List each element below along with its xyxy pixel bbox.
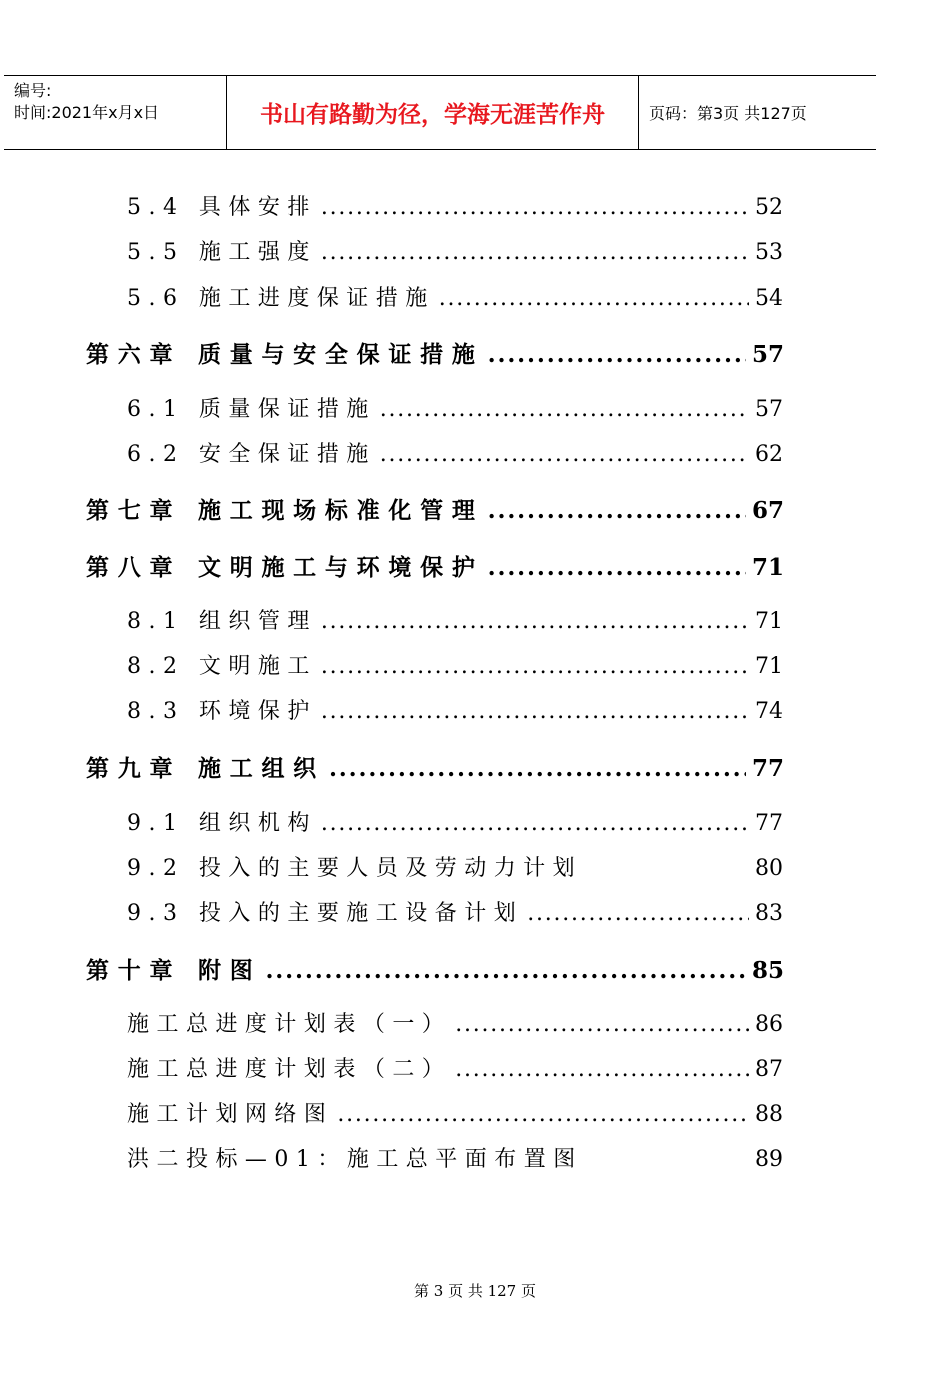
toc-entry-label: 第八章 文明施工与环境保护 — [86, 554, 484, 581]
toc-page-number: 53 — [755, 240, 783, 265]
toc-entry-label: 5.5 施工强度 — [127, 240, 317, 265]
toc-dot-leader — [488, 554, 746, 581]
toc-page-number: 57 — [755, 397, 783, 422]
toc-entry-label: 8.2 文明施工 — [127, 654, 317, 679]
toc-page-number: 71 — [751, 554, 784, 581]
toc-dot-leader — [488, 497, 746, 524]
toc-section-entry[interactable] — [127, 437, 783, 468]
number-label: 编号: — [14, 81, 52, 100]
toc-dot-leader — [337, 1102, 749, 1127]
toc-entry-label: 洪二投标—01：施工总平面布置图 — [127, 1147, 583, 1172]
page-header — [4, 75, 876, 150]
toc-section-entry[interactable] — [127, 896, 783, 927]
page-footer: 第 3 页 共 127 页 — [413, 1282, 536, 1300]
toc-page-number: 88 — [755, 1102, 783, 1127]
toc-dot-leader — [455, 1012, 749, 1037]
toc-section-entry[interactable] — [127, 694, 783, 725]
toc-dot-leader — [380, 442, 749, 467]
toc-section-entry[interactable] — [127, 649, 783, 680]
toc-chapter-entry[interactable] — [86, 549, 784, 582]
toc-page-number: 85 — [751, 957, 784, 984]
toc-entry-label: 施工计划网络图 — [127, 1102, 334, 1127]
toc-dot-leader — [455, 1057, 749, 1082]
toc-dot-leader — [321, 195, 749, 220]
toc-entry-label: 6.1 质量保证措施 — [127, 397, 376, 422]
toc-entry-label: 8.1 组织管理 — [127, 609, 317, 634]
toc-page-number: 67 — [751, 497, 784, 524]
toc-entry-label: 5.4 具体安排 — [127, 195, 317, 220]
toc-entry-label: 8.3 环境保护 — [127, 699, 317, 724]
toc-entry-label: 第十章 附图 — [86, 957, 262, 984]
motto-text: 书山有路勤为径，学海无涯苦作舟 — [260, 101, 605, 128]
toc-entry-label: 第六章 质量与安全保证措施 — [86, 341, 484, 368]
toc-page-number: 74 — [755, 699, 783, 724]
toc-entry-label: 5.6 施工进度保证措施 — [127, 286, 435, 311]
toc-page-number: 71 — [755, 654, 783, 679]
toc-dot-leader — [321, 609, 749, 634]
toc-page-number: 77 — [751, 755, 784, 782]
toc-dot-leader — [380, 397, 749, 422]
toc-page-number: 52 — [755, 195, 783, 220]
toc-dot-leader — [321, 699, 749, 724]
time-label: 时间:2021年x月x日 — [14, 103, 160, 122]
toc-dot-leader — [329, 755, 746, 782]
toc-page-number: 89 — [755, 1147, 783, 1172]
toc-page-number: 87 — [755, 1057, 783, 1082]
toc-chapter-entry[interactable] — [86, 952, 784, 985]
toc-dot-leader — [439, 286, 749, 311]
toc-page-number: 62 — [755, 442, 783, 467]
toc-section-entry[interactable] — [127, 190, 783, 221]
toc-section-entry[interactable] — [127, 235, 783, 266]
toc-dot-leader — [265, 957, 746, 984]
toc-section-entry[interactable] — [127, 1097, 783, 1128]
toc-dot-leader — [488, 341, 746, 368]
header-page-cell — [639, 76, 876, 149]
toc-dot-leader — [321, 240, 749, 265]
toc-page-number: 83 — [755, 901, 783, 926]
toc-dot-leader — [321, 654, 749, 679]
toc-page-number: 71 — [755, 609, 783, 634]
toc-section-entry[interactable] — [127, 1052, 783, 1083]
page-info: 页码：第3页 共127页 — [649, 104, 807, 123]
toc-chapter-entry[interactable] — [86, 492, 784, 525]
toc-dot-leader — [321, 811, 749, 836]
header-motto-cell — [226, 76, 639, 149]
toc-entry-label: 9.2 投入的主要人员及劳动力计划 — [127, 856, 583, 881]
toc-entry-label: 施工总进度计划表（二） — [127, 1057, 452, 1082]
toc-entry-label: 9.3 投入的主要施工设备计划 — [127, 901, 524, 926]
toc-page-number: 54 — [755, 286, 783, 311]
toc-entry-label: 9.1 组织机构 — [127, 811, 317, 836]
toc-section-entry[interactable] — [127, 281, 783, 312]
toc-chapter-entry[interactable] — [86, 750, 784, 783]
toc-chapter-entry[interactable] — [86, 336, 784, 369]
toc-section-entry[interactable] — [127, 1007, 783, 1038]
toc-section-entry[interactable] — [127, 1142, 783, 1173]
toc-page-number: 80 — [755, 856, 783, 881]
toc-page-number: 57 — [751, 341, 784, 368]
toc-dot-leader — [527, 901, 749, 926]
toc-entry-label: 6.2 安全保证措施 — [127, 442, 376, 467]
toc-entry-label: 施工总进度计划表（一） — [127, 1012, 452, 1037]
header-left-cell — [4, 76, 226, 149]
toc-entry-label: 第九章 施工组织 — [86, 755, 325, 782]
toc-page-number: 77 — [755, 811, 783, 836]
toc-section-entry[interactable] — [127, 851, 783, 882]
toc-section-entry[interactable] — [127, 604, 783, 635]
toc-page-number: 86 — [755, 1012, 783, 1037]
toc-entry-label: 第七章 施工现场标准化管理 — [86, 497, 484, 524]
toc-section-entry[interactable] — [127, 806, 783, 837]
toc-section-entry[interactable] — [127, 392, 783, 423]
